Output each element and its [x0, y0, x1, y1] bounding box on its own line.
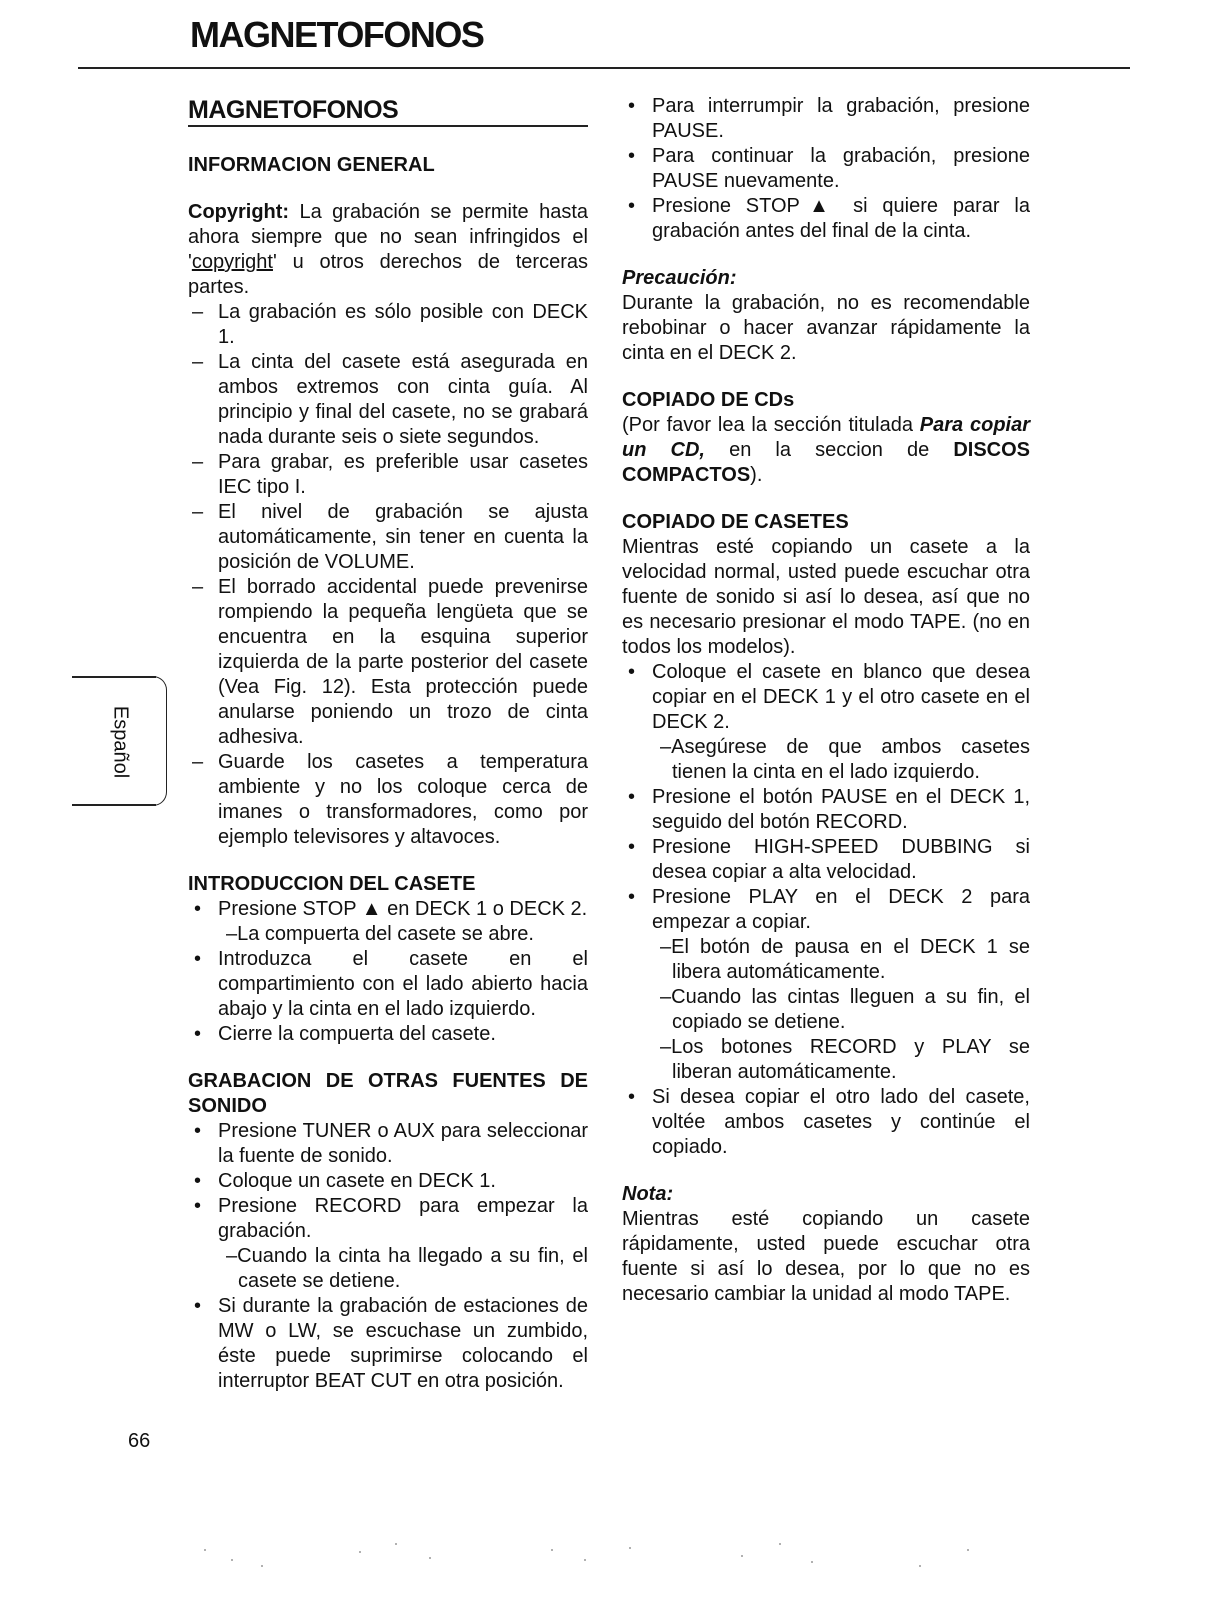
side-tab-line [72, 804, 156, 806]
copyright-word: copyright [191, 251, 273, 273]
cassette-insertion-list [188, 897, 588, 1047]
recording-heading: GRABACION DE OTRAS FUENTES DE SONIDO [188, 1070, 588, 1117]
list-item: • Presione HIGH-SPEED DUBBING si desea copiar a alta velocidad. [622, 835, 1030, 885]
list-item: • Para interrumpir la grabación, presione PAUSE. [622, 94, 1030, 144]
note-heading: Nota: [622, 1183, 674, 1205]
side-tab-bracket [146, 676, 167, 806]
cd-copy-section: DISCOS COMPACTOS [622, 439, 1031, 486]
language-side-tab [72, 676, 172, 806]
sub-item: – La compuerta del casete se abre. [218, 922, 588, 947]
copyright-text-2: ' u otros derechos de terceras partes. [188, 251, 588, 298]
pause-list [622, 94, 1030, 244]
cd-copy-reference: Para copiar un CD, [622, 414, 1030, 461]
cd-copy-text [622, 413, 1030, 488]
tape-copy-heading: COPIADO DE CASETES [622, 511, 849, 533]
list-item: • Si durante la grabación de estaciones de MW o LW, se escuchase un zumbido, éste puede suprimirse colocando el interruptor BEAT CUT en otra posición. [188, 1294, 588, 1394]
list-item [188, 897, 588, 947]
copyright-label: Copyright: [188, 201, 290, 223]
scan-specks [0, 1520, 1208, 1580]
sub-item: – Cuando la cinta ha llegado a su fin, el casete se detiene. [218, 1244, 588, 1294]
language-label: Español [109, 705, 132, 779]
cd-copy-heading: COPIADO DE CDs [622, 389, 795, 411]
list-item: – El nivel de grabación se ajusta automáticamente, sin tener en cuenta la posición de VOLUME. [188, 500, 588, 575]
list-item [188, 1194, 588, 1294]
sub-item: – Cuando las cintas lleguen a su fin, el copiado se detiene. [652, 985, 1030, 1035]
header-rule [78, 67, 1130, 69]
copyright-paragraph [188, 200, 588, 300]
note-text: Mientras esté copiando un casete rápidamente, usted puede escuchar otra fuente si así lo desea, por lo que no es necesario cambiar la unidad al modo TAPE. [622, 1208, 1030, 1305]
list-item-text: Presione PLAY en el DECK 2 para empezar a copiar. [652, 886, 1030, 933]
side-tab-line [72, 676, 156, 678]
tape-copy-list [622, 660, 1030, 1160]
recording-list [188, 1119, 588, 1394]
list-item: – El borrado accidental puede prevenirse rompiendo la pequeña lengüeta que se encuentra en la esquina superior izquierda de la parte posterior del casete (Vea Fig. 12). Esta protección puede anularse poniendo un trozo de cinta adhesiva. [188, 575, 588, 750]
general-info-list [188, 300, 588, 850]
list-item: – Guarde los casetes a temperatura ambiente y no los coloque cerca de imanes o transformadores, como por ejemplo televisores y altavoces. [188, 750, 588, 850]
list-item: • Para continuar la grabación, presione PAUSE nuevamente. [622, 144, 1030, 194]
list-item-text: Presione STOP ▲ en DECK 1 o DECK 2. [218, 898, 588, 920]
sub-item: – Asegúrese de que ambos casetes tienen la cinta en el lado izquierdo. [652, 735, 1030, 785]
list-item [622, 885, 1030, 1085]
list-item: • Introduzca el casete en el compartimiento con el lado abierto hacia abajo y la cinta en el lado izquierdo. [188, 947, 588, 1022]
sub-item: – El botón de pausa en el DECK 1 se libera automáticamente. [652, 935, 1030, 985]
cd-copy-text-2: en la seccion de [704, 439, 954, 461]
cd-copy-text-3: ). [750, 464, 763, 486]
cd-copy-text-1: (Por favor lea la sección titulada [622, 414, 920, 436]
list-item-text: Coloque el casete en blanco que desea copiar en el DECK 1 y el otro casete en el DECK 2. [652, 661, 1030, 733]
list-item: – La grabación es sólo posible con DECK 1. [188, 300, 588, 350]
general-info-heading: INFORMACION GENERAL [188, 154, 435, 176]
list-item-text: Presione RECORD para empezar la grabación. [218, 1195, 588, 1242]
sub-item: – Los botones RECORD y PLAY se liberan automáticamente. [652, 1035, 1030, 1085]
list-item: • Presione el botón PAUSE en el DECK 1, seguido del botón RECORD. [622, 785, 1030, 835]
copyright-text-1: La grabación se permite hasta ahora siempre que no sean infringidos el ' [188, 201, 588, 273]
list-item: – Para grabar, es preferible usar casetes IEC tipo I. [188, 450, 588, 500]
list-item: – La cinta del casete está asegurada en ambos extremos con cinta guía. Al principio y final del casete, no se grabará nada durante seis o siete segundos. [188, 350, 588, 450]
section-title: MAGNETOFONOS [188, 98, 588, 127]
caution-heading: Precaución: [622, 267, 737, 289]
caution-text: Durante la grabación, no es recomendable rebobinar o hacer avanzar rápidamente la cinta en el DECK 2. [622, 292, 1030, 364]
cassette-insertion-heading: INTRODUCCION DEL CASETE [188, 873, 476, 895]
left-column [188, 94, 588, 1394]
list-item: • Si desea copiar el otro lado del casete, voltée ambos casetes y continúe el copiado. [622, 1085, 1030, 1160]
page-header-title: MAGNETOFONOS [190, 14, 484, 55]
list-item: • Presione TUNER o AUX para seleccionar la fuente de sonido. [188, 1119, 588, 1169]
list-item: • Coloque un casete en DECK 1. [188, 1169, 588, 1194]
list-item: • Cierre la compuerta del casete. [188, 1022, 588, 1047]
list-item: • Presione STOP▲ si quiere parar la grabación antes del final de la cinta. [622, 194, 1030, 244]
tape-copy-intro: Mientras esté copiando un casete a la velocidad normal, usted puede escuchar otra fuente de sonido si así lo desea, así que no es necesario presionar el modo TAPE. (no en todos los modelos). [622, 536, 1030, 658]
page-number: 66 [128, 1430, 151, 1452]
right-column [622, 94, 1030, 1307]
list-item [622, 660, 1030, 785]
